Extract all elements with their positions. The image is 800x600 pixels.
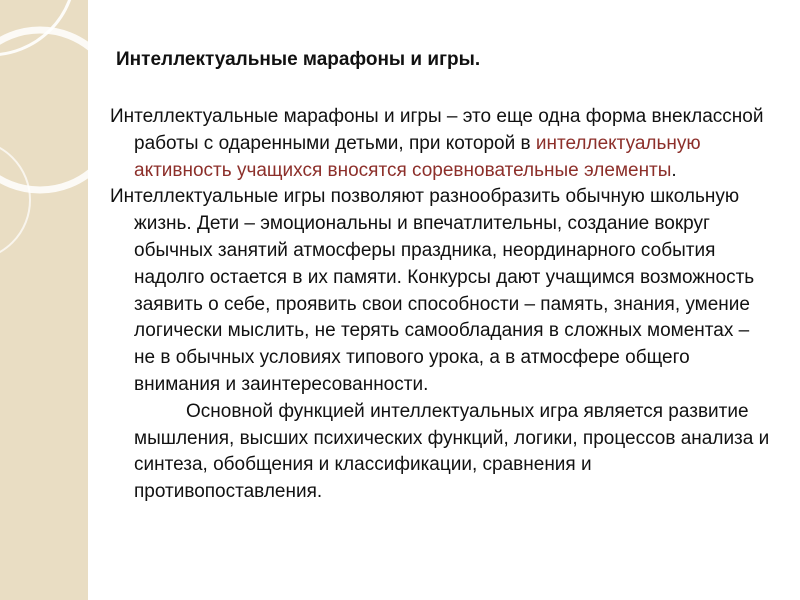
paragraph-games-text: Интеллектуальные игры позволяют разнообразить обычную школьную жизнь. Дети – эмоциональны и впечатлительны, создание вокруг обычных занятий атмосферы праздника, неординарного события надолго остается в их памяти. Конкурсы дают учащимся возможность заявить о себе, проявить свои способности – память, знания, умение логически мыслить, не терять самообладания в сложных моментах – не в обычных условиях типового урока, а в атмосфере общего внимания и заинтересованности. bbox=[110, 186, 755, 395]
paragraph-games-continued: Основной функцией интеллектуальных игра является развитие мышления, высших психических функций, логики, процессов анализа и синтеза, обобщения и классификации, сравнения и противопоставления. bbox=[134, 400, 770, 503]
paragraph-intro-text: Интеллектуальные марафоны и игры – это еще одна форма внеклассной работы с одаренными детьми, при которой в bbox=[110, 106, 764, 154]
slide-title: Интеллектуальные марафоны и игры. bbox=[116, 49, 481, 70]
side-decoration-band bbox=[0, 0, 88, 600]
slide-content bbox=[110, 48, 770, 506]
paragraph-intro-accent: интеллектуальную активность учащихся вносятся соревновательные элементы bbox=[134, 132, 701, 181]
paragraph-intro-end: . bbox=[671, 159, 677, 181]
paragraph-intro bbox=[110, 104, 770, 184]
paragraph-games bbox=[110, 184, 770, 506]
ring-arcs-decoration-icon bbox=[0, 0, 88, 600]
